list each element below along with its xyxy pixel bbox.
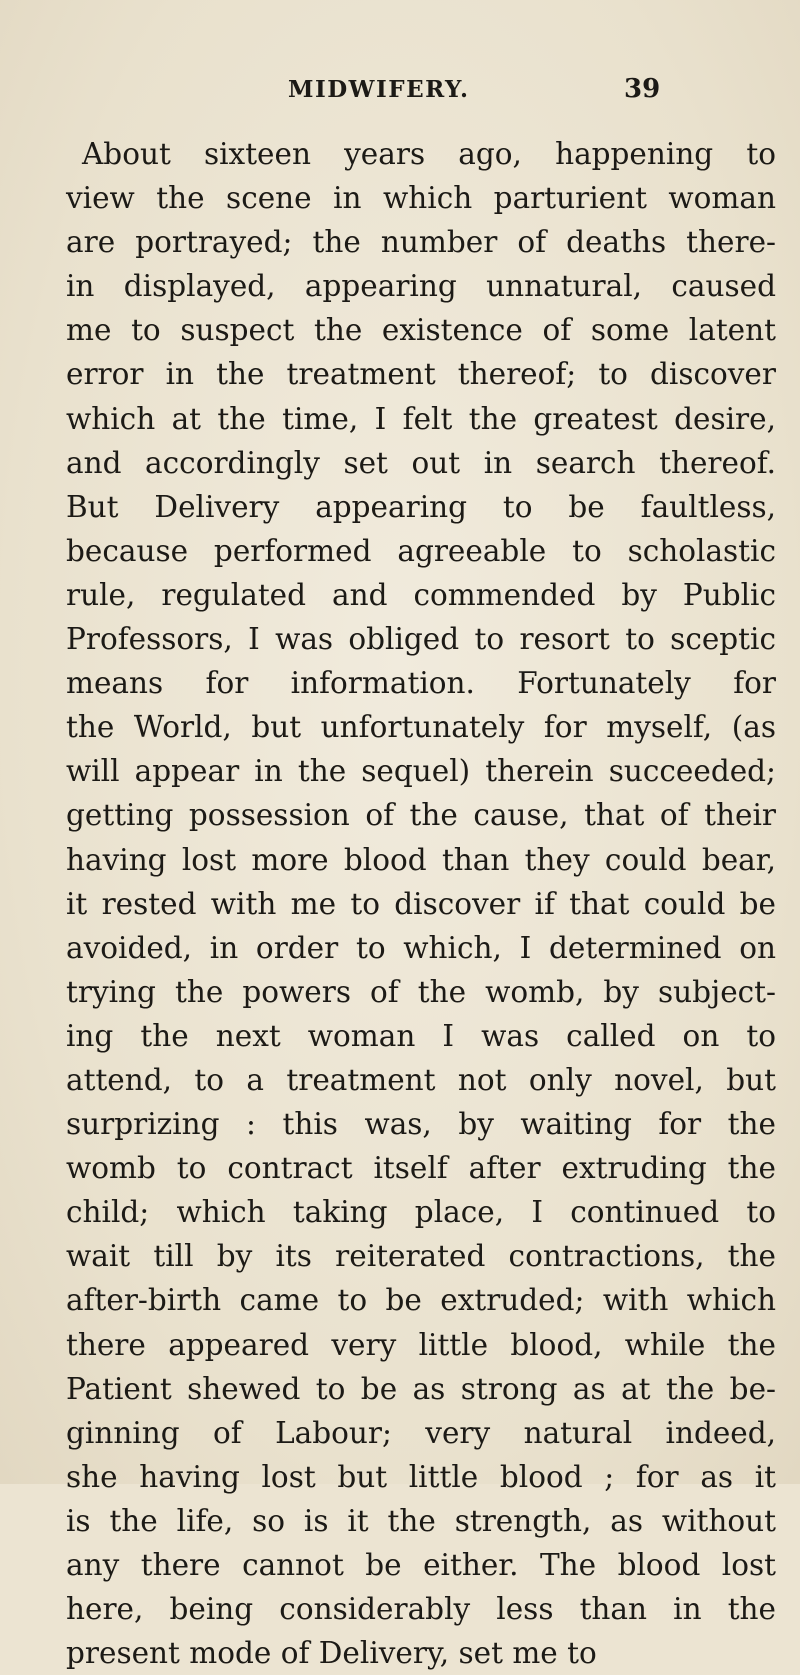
text-line: means for information. Fortunately for bbox=[66, 666, 776, 701]
text-line: it rested with me to discover if that could be bbox=[66, 886, 776, 921]
text-line: and accordingly set out in search thereof. bbox=[66, 445, 776, 480]
text-line: having lost more blood than they could bear, bbox=[66, 842, 776, 877]
text-line: avoided, in order to which, I determined on bbox=[66, 930, 776, 965]
text-line: are portrayed; the number of deaths there- bbox=[66, 225, 776, 260]
text-line: trying the powers of the womb, by subject- bbox=[66, 974, 776, 1009]
text-line: getting possession of the cause, that of their bbox=[66, 798, 776, 833]
text-line: view the scene in which parturient woman bbox=[66, 181, 776, 216]
running-head bbox=[0, 74, 800, 114]
text-line: the World, but unfortunately for myself, (as bbox=[66, 710, 776, 745]
text-line: will appear in the sequel) therein succeeded; bbox=[66, 754, 776, 789]
text-line: But Delivery appearing to be faultless, bbox=[66, 489, 776, 524]
text-line: Professors, I was obliged to resort to sceptic bbox=[66, 622, 776, 657]
text-line: surprizing : this was, by waiting for the bbox=[66, 1107, 776, 1142]
text-line: there appeared very little blood, while the bbox=[66, 1327, 776, 1362]
text-line: any there cannot be either. The blood lost bbox=[66, 1548, 776, 1582]
text-line: here, being considerably less than in the bbox=[66, 1592, 776, 1627]
running-title: MIDWIFERY. bbox=[288, 76, 470, 103]
page-number: 39 bbox=[624, 74, 661, 104]
text-line: womb to contract itself after extruding the bbox=[66, 1151, 776, 1186]
text-line: error in the treatment thereof; to discover bbox=[66, 357, 776, 392]
text-line: wait till by its reiterated contractions, the bbox=[66, 1239, 776, 1274]
text-line: About sixteen years ago, happening to bbox=[82, 137, 776, 171]
text-line: which at the time, I felt the greatest desire, bbox=[66, 401, 776, 436]
text-line: because performed agreeable to scholastic bbox=[66, 533, 776, 568]
text-line: me to suspect the existence of some latent bbox=[66, 313, 776, 348]
text-line: Patient shewed to be as strong as at the be- bbox=[66, 1371, 776, 1406]
text-line: is the life, so is it the strength, as without bbox=[66, 1503, 776, 1538]
text-line: ing the next woman I was called on to bbox=[66, 1018, 776, 1053]
text-line: in displayed, appearing unnatural, caused bbox=[66, 269, 776, 304]
text-line: she having lost but little blood ; for as it bbox=[66, 1459, 776, 1494]
text-line: ginning of Labour; very natural indeed, bbox=[66, 1415, 776, 1450]
text-line: rule, regulated and commended by Public bbox=[66, 577, 776, 612]
body-text bbox=[66, 132, 776, 1675]
text-line: attend, to a treatment not only novel, but bbox=[66, 1062, 776, 1097]
text-line: after-birth came to be extruded; with which bbox=[66, 1283, 776, 1318]
text-line: child; which taking place, I continued to bbox=[66, 1195, 776, 1230]
text-line: present mode of Delivery, set me to bbox=[66, 1636, 597, 1671]
